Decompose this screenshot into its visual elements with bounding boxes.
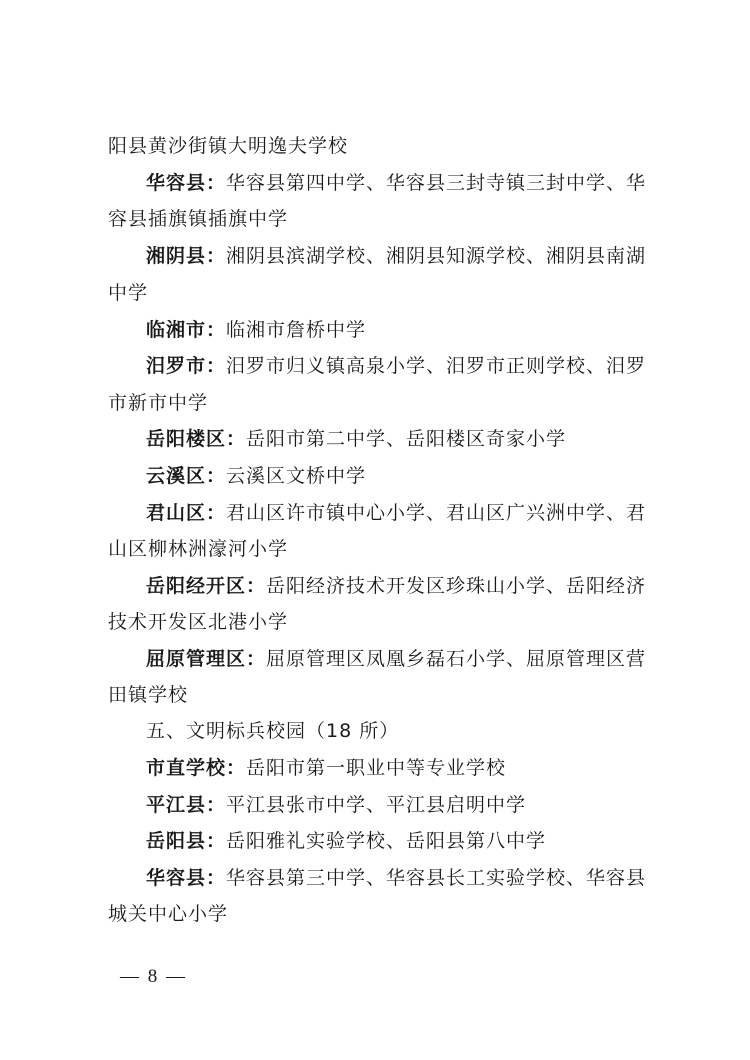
county-label: 湘阴县： bbox=[146, 245, 227, 267]
county-entry-jingkai bbox=[146, 574, 686, 598]
county-label: 临湘市： bbox=[146, 319, 227, 341]
line-text: 田镇学校 bbox=[108, 684, 189, 706]
county-label: 市直学校： bbox=[146, 757, 247, 779]
county-entry-xiangyin bbox=[146, 244, 686, 268]
school-list: 岳阳雅礼实验学校、岳阳县第八中学 bbox=[226, 830, 547, 852]
county-entry-pingjiang bbox=[146, 793, 686, 817]
text-line bbox=[108, 207, 648, 231]
county-label: 岳阳经开区： bbox=[146, 575, 267, 597]
school-list: 云溪区文桥中学 bbox=[226, 465, 367, 487]
county-label: 云溪区： bbox=[146, 465, 227, 487]
county-label: 岳阳楼区： bbox=[146, 428, 247, 450]
text-line bbox=[108, 902, 648, 926]
county-entry-yueyang bbox=[146, 829, 686, 853]
page-number: — 8 — bbox=[120, 966, 187, 987]
county-entry-yunxi bbox=[146, 464, 686, 488]
line-text: 山区柳林洲濠河小学 bbox=[108, 538, 289, 560]
text-line bbox=[108, 537, 648, 561]
county-label: 屈原管理区： bbox=[146, 648, 267, 670]
county-label: 华容县： bbox=[146, 867, 227, 889]
county-entry-huarong bbox=[146, 171, 686, 195]
text-line bbox=[108, 610, 648, 634]
text-line bbox=[108, 391, 648, 415]
county-entry-linxiang bbox=[146, 318, 686, 342]
school-list: 岳阳市第二中学、岳阳楼区奇家小学 bbox=[246, 428, 567, 450]
line-text: 技术开发区北港小学 bbox=[108, 611, 289, 633]
text-line bbox=[108, 683, 648, 707]
county-label: 华容县： bbox=[146, 172, 227, 194]
text-line bbox=[108, 134, 648, 158]
county-entry-city-direct bbox=[146, 756, 686, 780]
line-text: 阳县黄沙街镇大明逸夫学校 bbox=[108, 135, 349, 157]
school-list: 屈原管理区凤凰乡磊石小学、屈原管理区营 bbox=[266, 648, 647, 670]
county-entry-huarong-2 bbox=[146, 866, 686, 890]
county-label: 岳阳县： bbox=[146, 830, 227, 852]
section-heading bbox=[146, 719, 686, 743]
line-text: 中学 bbox=[108, 282, 149, 304]
line-text: 市新市中学 bbox=[108, 392, 209, 414]
line-text: 城关中心小学 bbox=[108, 903, 229, 925]
school-list: 岳阳经济技术开发区珍珠山小学、岳阳经济 bbox=[266, 575, 647, 597]
school-list: 岳阳市第一职业中等专业学校 bbox=[246, 757, 507, 779]
school-list: 华容县第四中学、华容县三封寺镇三封中学、华 bbox=[226, 172, 647, 194]
school-list: 平江县张市中学、平江县启明中学 bbox=[226, 794, 527, 816]
line-text: 容县插旗镇插旗中学 bbox=[108, 208, 289, 230]
section-heading-text: 五、文明标兵校园（18 所） bbox=[146, 720, 400, 742]
county-entry-quyuan bbox=[146, 647, 686, 671]
school-list: 华容县第三中学、华容县长工实验学校、华容县 bbox=[226, 867, 647, 889]
county-label: 平江县： bbox=[146, 794, 227, 816]
county-label: 君山区： bbox=[146, 502, 227, 524]
county-entry-yueyanglou bbox=[146, 427, 686, 451]
county-entry-miluo bbox=[146, 354, 686, 378]
school-list: 湘阴县滨湖学校、湘阴县知源学校、湘阴县南湖 bbox=[226, 245, 647, 267]
school-list: 汨罗市归义镇高泉小学、汨罗市正则学校、汨罗 bbox=[226, 355, 647, 377]
county-entry-junshan bbox=[146, 501, 686, 525]
county-label: 汨罗市： bbox=[146, 355, 227, 377]
school-list: 临湘市詹桥中学 bbox=[226, 319, 367, 341]
text-line bbox=[108, 281, 648, 305]
school-list: 君山区许市镇中心小学、君山区广兴洲中学、君 bbox=[226, 502, 647, 524]
